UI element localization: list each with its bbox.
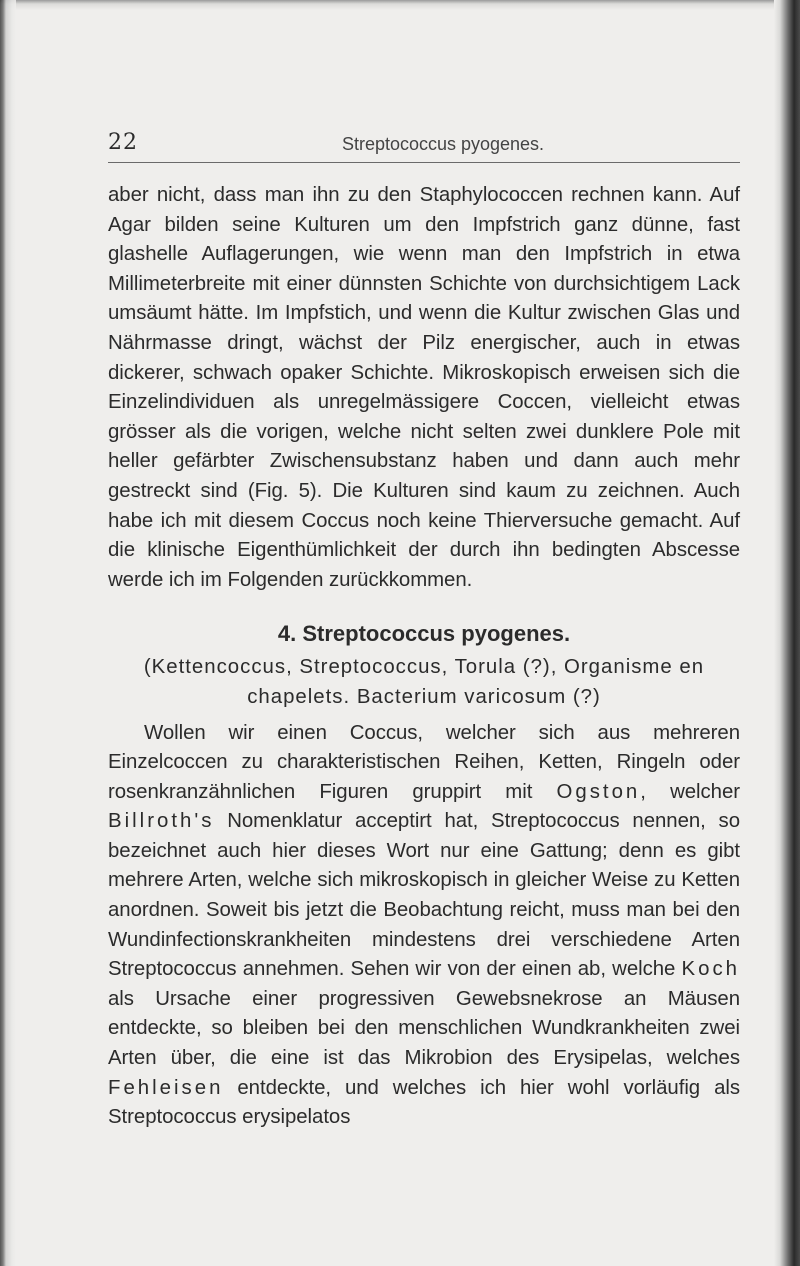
paragraph-text-2: , welcher bbox=[640, 780, 740, 803]
author-billroth: Billroth's bbox=[108, 810, 215, 833]
running-head bbox=[108, 128, 740, 163]
paragraph-staphylococcus-continuation: aber nicht, dass man ihn zu den Staphylococcen rechnen kann. Auf Agar bilden seine Kulturen um den Impfstrich ganz dünne, fast glashelle Auflagerungen, wie wenn man den Impfstrich in etwa Millimeterbreite mit einer dünnsten Schichte von durchsichtigem Lack umsäumt hätte. Im Impfstich, und wenn die Kultur zwischen Glas und Nährmasse dringt, wächst der Pilz energischer, auch in etwas dickerer, schwach opaker Schichte. Mikroskopisch erweisen sich die Einzelindividuen als unregelmässigere Coccen, vielleicht etwas grösser als die vorigen, welche nicht selten zwei dunklere Pole mit heller gefärbter Zwischensubstanz haben und dann auch mehr gestreckt sind (Fig. 5). Die Kulturen sind kaum zu zeichnen. Auch habe ich mit diesem Coccus noch keine Thierversuche gemacht. Auf die klinische Eigenthümlichkeit der durch ihn bedingten Abscesse werde ich im Folgenden zurückkommen. bbox=[108, 184, 740, 591]
paragraph-text-1: Wollen wir einen Coccus, welcher sich aus mehreren Einzelcoccen zu charakteristischen Reihen, Ketten, Ringeln oder rosenkranzähnlichen Figuren gruppirt mit bbox=[108, 721, 740, 803]
page-number: 22 bbox=[108, 130, 138, 155]
scan-left-edge bbox=[0, 0, 16, 1266]
author-ogston: Ogston bbox=[556, 780, 641, 803]
scan-right-edge bbox=[774, 0, 800, 1266]
author-fehleisen: Fehleisen bbox=[108, 1076, 224, 1099]
scan-top-edge bbox=[0, 0, 800, 10]
paragraph-text-5: entdeckte, und welches ich hier wohl vorläufig als Streptococcus erysipelatos bbox=[108, 1076, 740, 1129]
running-title: Streptococcus pyogenes. bbox=[341, 134, 545, 154]
paragraph-streptococcus bbox=[108, 719, 740, 1133]
synonyms-line: (Kettencoccus, Streptococcus, Torula (?), Organisme en chapelets. Bacterium varicosum (?) bbox=[143, 656, 705, 708]
section-heading: 4. Streptococcus pyogenes. bbox=[277, 621, 571, 647]
author-koch: Koch bbox=[681, 958, 740, 981]
book-page bbox=[108, 128, 740, 1133]
paragraph-text-3: Nomenklatur acceptirt hat, Streptococcus nennen, so bezeichnet auch hier dieses Wort nur eine Gattung; denn es gibt mehrere Arten, welche sich mikroskopisch in gleicher Weise zu Ketten anordnen. Soweit bis jetzt die Beobachtung reicht, muss man bei den Wundinfectionskrankheiten mindestens drei verschiedene Arten Streptococcus annehmen. Sehen wir von der einen ab, welche bbox=[108, 810, 740, 981]
paragraph-text-4: als Ursache einer progressiven Gewebsnekrose an Mäusen entdeckte, so bleiben bei den menschlichen Wundkrankheiten zwei Arten über, die eine ist das Mikrobion des Erysipelas, welches bbox=[108, 987, 740, 1070]
